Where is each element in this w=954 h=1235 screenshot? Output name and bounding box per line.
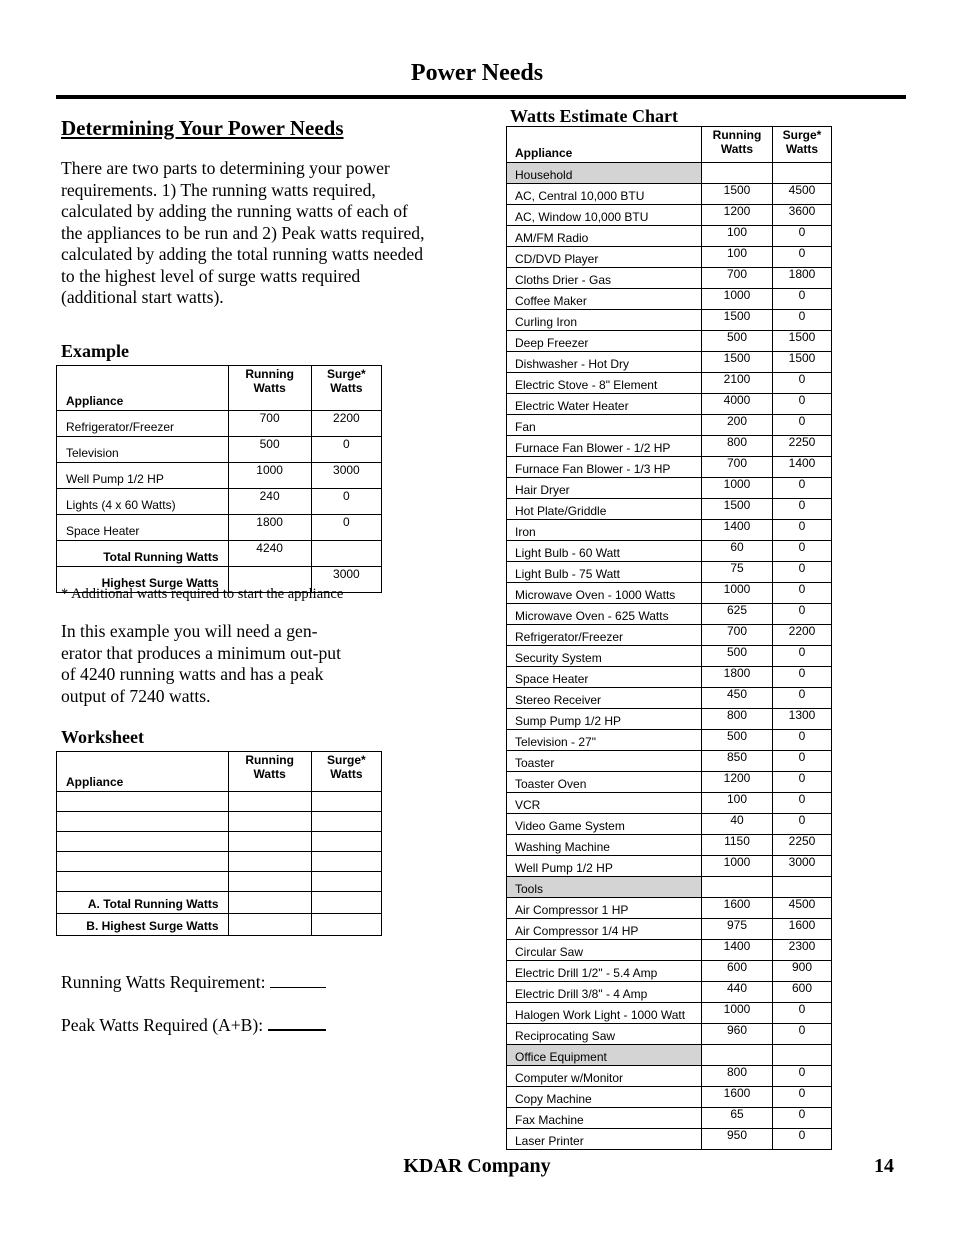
worksheet-cell[interactable] <box>311 832 381 852</box>
table-row <box>507 604 832 625</box>
table-row <box>507 709 832 730</box>
table-row <box>507 583 832 604</box>
chart-cell-running: 450 <box>702 688 773 709</box>
worksheet-cell[interactable] <box>57 872 229 892</box>
table-row <box>507 1129 832 1150</box>
table-row <box>507 205 832 226</box>
table-row <box>507 940 832 961</box>
chart-cell-appliance: Furnace Fan Blower - 1/2 HP <box>507 436 702 457</box>
chart-cell-running: 1150 <box>702 835 773 856</box>
chart-cell-surge: 3000 <box>773 856 832 877</box>
example-cell-appliance: Refrigerator/Freezer <box>57 411 229 437</box>
chart-cell-running: 440 <box>702 982 773 1003</box>
chart-cell-running: 500 <box>702 331 773 352</box>
chart-cell-appliance: Washing Machine <box>507 835 702 856</box>
chart-cell-appliance: Electric Water Heater <box>507 394 702 415</box>
chart-cell-appliance: Hot Plate/Griddle <box>507 499 702 520</box>
worksheet-cell[interactable] <box>57 832 229 852</box>
chart-cell-surge: 0 <box>773 793 832 814</box>
chart-cell-appliance: Microwave Oven - 1000 Watts <box>507 583 702 604</box>
example-col-appliance: Appliance <box>57 366 229 411</box>
chart-cell-running: 700 <box>702 457 773 478</box>
chart-cell-appliance: Electric Drill 3/8" - 4 Amp <box>507 982 702 1003</box>
chart-cell-running: 2100 <box>702 373 773 394</box>
chart-cell-running: 1000 <box>702 856 773 877</box>
chart-cell-surge: 0 <box>773 289 832 310</box>
chart-cell-surge: 4500 <box>773 184 832 205</box>
chart-cell-surge: 1600 <box>773 919 832 940</box>
worksheet-row[interactable] <box>57 872 382 892</box>
intro-paragraph: There are two parts to determining your power requirements. 1) The running watts required, calculated by adding the running watts of each of the appliances to be run and 2) Peak watts required, calculated by adding the total running watts needed to the highest level of surge watts required (additional start watts). <box>61 158 425 307</box>
worksheet-row[interactable] <box>57 852 382 872</box>
table-row <box>507 268 832 289</box>
worksheet-cell[interactable] <box>228 852 311 872</box>
table-row <box>507 373 832 394</box>
table-row <box>507 1024 832 1045</box>
chart-cell-appliance: Computer w/Monitor <box>507 1066 702 1087</box>
chart-cell-running: 1500 <box>702 499 773 520</box>
table-row <box>507 352 832 373</box>
chart-cell-running: 800 <box>702 709 773 730</box>
example-cell-running: 240 <box>228 489 311 515</box>
chart-cell-appliance: Refrigerator/Freezer <box>507 625 702 646</box>
page-title: Power Needs <box>410 60 544 86</box>
worksheet-row[interactable] <box>57 792 382 812</box>
worksheet-highest-surge-cell[interactable] <box>311 914 381 936</box>
chart-cell-appliance: Electric Drill 1/2" - 5.4 Amp <box>507 961 702 982</box>
chart-cell-appliance: Fan <box>507 415 702 436</box>
chart-cell-running: 65 <box>702 1108 773 1129</box>
table-row <box>507 982 832 1003</box>
example-cell-appliance: Well Pump 1/2 HP <box>57 463 229 489</box>
table-row <box>507 310 832 331</box>
chart-cell-running: 1500 <box>702 310 773 331</box>
table-row <box>507 436 832 457</box>
chart-cell-appliance: Copy Machine <box>507 1087 702 1108</box>
chart-cell-appliance: Fax Machine <box>507 1108 702 1129</box>
title-divider <box>56 95 906 99</box>
example-table <box>56 365 382 593</box>
table-row <box>507 1087 832 1108</box>
chart-cell-surge: 0 <box>773 310 832 331</box>
chart-cell-running: 600 <box>702 961 773 982</box>
chart-cell-appliance: Furnace Fan Blower - 1/3 HP <box>507 457 702 478</box>
category-row <box>507 1045 832 1066</box>
chart-cell-surge: 0 <box>773 1024 832 1045</box>
example-heading: Example <box>61 341 130 361</box>
chart-cell-surge: 0 <box>773 1087 832 1108</box>
chart-cell-appliance: Deep Freezer <box>507 331 702 352</box>
table-row <box>507 394 832 415</box>
example-total-running-value: 4240 <box>228 541 311 567</box>
chart-cell-surge: 0 <box>773 1066 832 1087</box>
chart-cell-running: 1400 <box>702 520 773 541</box>
chart-cell-appliance: AC, Window 10,000 BTU <box>507 205 702 226</box>
chart-cell-surge: 0 <box>773 1129 832 1150</box>
example-highest-surge-value: 3000 <box>311 567 381 593</box>
worksheet-cell[interactable] <box>57 812 229 832</box>
table-row <box>507 1003 832 1024</box>
chart-cell-appliance: Reciprocating Saw <box>507 1024 702 1045</box>
chart-cell-running: 1200 <box>702 205 773 226</box>
worksheet-row[interactable] <box>57 812 382 832</box>
chart-cell-appliance: Cloths Drier - Gas <box>507 268 702 289</box>
chart-cell-appliance: Toaster Oven <box>507 772 702 793</box>
worksheet-cell[interactable] <box>228 872 311 892</box>
chart-cell-running: 100 <box>702 247 773 268</box>
table-row <box>507 331 832 352</box>
category-label: Office Equipment <box>507 1045 702 1066</box>
worksheet-table <box>56 751 382 936</box>
chart-cell-surge: 0 <box>773 772 832 793</box>
example-cell-surge: 0 <box>311 515 381 541</box>
running-requirement-label: Running Watts Requirement: <box>61 972 266 992</box>
chart-cell-appliance: Electric Stove - 8" Element <box>507 373 702 394</box>
chart-cell-surge: 2200 <box>773 625 832 646</box>
chart-cell-running: 1800 <box>702 667 773 688</box>
chart-cell-appliance: Well Pump 1/2 HP <box>507 856 702 877</box>
footer-company: KDAR Company <box>403 1155 551 1177</box>
example-cell-appliance: Space Heater <box>57 515 229 541</box>
chart-heading: Watts Estimate Chart <box>510 106 678 126</box>
worksheet-cell[interactable] <box>311 852 381 872</box>
table-row <box>507 457 832 478</box>
chart-cell-appliance: Television - 27" <box>507 730 702 751</box>
worksheet-cell[interactable] <box>311 872 381 892</box>
chart-cell-appliance: Microwave Oven - 625 Watts <box>507 604 702 625</box>
chart-cell-appliance: Coffee Maker <box>507 289 702 310</box>
chart-cell-running: 1000 <box>702 478 773 499</box>
category-row <box>507 163 832 184</box>
table-row <box>507 961 832 982</box>
table-row <box>507 919 832 940</box>
chart-cell-running: 1400 <box>702 940 773 961</box>
chart-cell-appliance: Sump Pump 1/2 HP <box>507 709 702 730</box>
table-row <box>507 226 832 247</box>
table-row <box>507 499 832 520</box>
chart-cell-running: 40 <box>702 814 773 835</box>
category-empty-cell <box>773 163 832 184</box>
chart-cell-appliance: VCR <box>507 793 702 814</box>
chart-cell-running: 1600 <box>702 1087 773 1108</box>
example-col-running: Running Watts <box>228 366 311 411</box>
worksheet-highest-surge-label: B. Highest Surge Watts <box>57 914 229 936</box>
worksheet-col-running: Running Watts <box>228 752 311 792</box>
peak-requirement-line <box>61 1015 326 1036</box>
chart-cell-surge: 0 <box>773 373 832 394</box>
chart-cell-surge: 0 <box>773 541 832 562</box>
chart-cell-running: 960 <box>702 1024 773 1045</box>
table-row <box>507 898 832 919</box>
table-row <box>507 415 832 436</box>
chart-cell-appliance: Halogen Work Light - 1000 Watt <box>507 1003 702 1024</box>
table-row <box>507 184 832 205</box>
chart-cell-appliance: Space Heater <box>507 667 702 688</box>
chart-cell-running: 1500 <box>702 352 773 373</box>
table-row <box>57 463 382 489</box>
example-cell-surge: 2200 <box>311 411 381 437</box>
table-row <box>507 835 832 856</box>
table-row <box>507 541 832 562</box>
chart-cell-surge: 1400 <box>773 457 832 478</box>
worksheet-row[interactable] <box>57 832 382 852</box>
chart-cell-surge: 0 <box>773 583 832 604</box>
example-cell-surge: 0 <box>311 437 381 463</box>
chart-cell-running: 950 <box>702 1129 773 1150</box>
worksheet-cell[interactable] <box>57 792 229 812</box>
worksheet-total-surge-cell[interactable] <box>311 892 381 914</box>
chart-cell-surge: 0 <box>773 730 832 751</box>
example-highest-surge-label: Highest Surge Watts <box>57 567 229 593</box>
chart-cell-surge: 0 <box>773 1003 832 1024</box>
chart-cell-surge: 0 <box>773 688 832 709</box>
page-number: 14 <box>874 1155 894 1177</box>
category-empty-cell <box>773 1045 832 1066</box>
worksheet-cell[interactable] <box>228 812 311 832</box>
category-empty-cell <box>773 877 832 898</box>
worksheet-cell[interactable] <box>311 792 381 812</box>
example-cell-running: 1800 <box>228 515 311 541</box>
chart-cell-appliance: AM/FM Radio <box>507 226 702 247</box>
chart-cell-running: 1000 <box>702 289 773 310</box>
chart-cell-appliance: Circular Saw <box>507 940 702 961</box>
chart-cell-appliance: Iron <box>507 520 702 541</box>
watts-estimate-table <box>506 126 832 1150</box>
category-empty-cell <box>702 1045 773 1066</box>
chart-cell-appliance: Dishwasher - Hot Dry <box>507 352 702 373</box>
chart-cell-surge: 2250 <box>773 835 832 856</box>
table-row <box>507 793 832 814</box>
category-label: Tools <box>507 877 702 898</box>
section-heading: Determining Your Power Needs <box>61 116 344 140</box>
chart-cell-running: 1200 <box>702 772 773 793</box>
chart-cell-appliance: CD/DVD Player <box>507 247 702 268</box>
chart-cell-running: 700 <box>702 268 773 289</box>
chart-cell-appliance: Toaster <box>507 751 702 772</box>
example-cell-surge: 3000 <box>311 463 381 489</box>
chart-cell-running: 75 <box>702 562 773 583</box>
chart-cell-appliance: Curling Iron <box>507 310 702 331</box>
chart-cell-surge: 0 <box>773 667 832 688</box>
chart-cell-running: 850 <box>702 751 773 772</box>
example-total-running-label: Total Running Watts <box>57 541 229 567</box>
table-row <box>57 437 382 463</box>
table-row <box>507 751 832 772</box>
table-row <box>57 489 382 515</box>
chart-cell-appliance: Laser Printer <box>507 1129 702 1150</box>
chart-cell-running: 1600 <box>702 898 773 919</box>
worksheet-col-surge: Surge* Watts <box>311 752 381 792</box>
chart-cell-appliance: Light Bulb - 75 Watt <box>507 562 702 583</box>
chart-cell-appliance: Security System <box>507 646 702 667</box>
chart-cell-surge: 0 <box>773 478 832 499</box>
chart-cell-running: 200 <box>702 415 773 436</box>
chart-cell-surge: 1500 <box>773 352 832 373</box>
chart-cell-surge: 0 <box>773 814 832 835</box>
chart-cell-surge: 4500 <box>773 898 832 919</box>
chart-col-appliance: Appliance <box>507 127 702 163</box>
worksheet-heading: Worksheet <box>61 727 144 747</box>
example-cell-running: 700 <box>228 411 311 437</box>
chart-cell-surge: 900 <box>773 961 832 982</box>
example-cell-running: 500 <box>228 437 311 463</box>
peak-requirement-blank[interactable] <box>268 1015 326 1031</box>
chart-cell-surge: 2300 <box>773 940 832 961</box>
table-row <box>507 667 832 688</box>
chart-cell-running: 60 <box>702 541 773 562</box>
running-requirement-line <box>61 972 326 993</box>
worksheet-cell[interactable] <box>311 812 381 832</box>
chart-cell-appliance: Air Compressor 1 HP <box>507 898 702 919</box>
table-row <box>507 520 832 541</box>
chart-cell-surge: 1300 <box>773 709 832 730</box>
chart-cell-running: 500 <box>702 730 773 751</box>
table-row <box>507 562 832 583</box>
chart-cell-surge: 2250 <box>773 436 832 457</box>
table-row <box>57 515 382 541</box>
chart-cell-surge: 0 <box>773 562 832 583</box>
chart-col-running: Running Watts <box>702 127 773 163</box>
chart-cell-surge: 0 <box>773 520 832 541</box>
chart-col-surge: Surge* Watts <box>773 127 832 163</box>
chart-cell-running: 1000 <box>702 583 773 604</box>
chart-cell-running: 4000 <box>702 394 773 415</box>
table-row <box>507 772 832 793</box>
table-row <box>507 1066 832 1087</box>
chart-cell-running: 500 <box>702 646 773 667</box>
table-row <box>57 411 382 437</box>
surge-footnote: * Additional watts required to start the appliance <box>61 586 344 602</box>
chart-cell-surge: 3600 <box>773 205 832 226</box>
worksheet-cell[interactable] <box>228 832 311 852</box>
table-row <box>507 688 832 709</box>
chart-cell-appliance: Hair Dryer <box>507 478 702 499</box>
example-cell-appliance: Television <box>57 437 229 463</box>
chart-cell-running: 975 <box>702 919 773 940</box>
chart-cell-running: 700 <box>702 625 773 646</box>
worksheet-cell[interactable] <box>228 792 311 812</box>
chart-cell-running: 1500 <box>702 184 773 205</box>
chart-cell-surge: 0 <box>773 247 832 268</box>
worksheet-total-running-label: A. Total Running Watts <box>57 892 229 914</box>
chart-cell-surge: 1800 <box>773 268 832 289</box>
example-cell-surge: 0 <box>311 489 381 515</box>
category-label: Household <box>507 163 702 184</box>
chart-cell-running: 100 <box>702 226 773 247</box>
chart-cell-running: 800 <box>702 1066 773 1087</box>
example-cell-appliance: Lights (4 x 60 Watts) <box>57 489 229 515</box>
table-row <box>507 856 832 877</box>
table-row <box>507 646 832 667</box>
example-total-surge-empty <box>311 541 381 567</box>
chart-cell-running: 100 <box>702 793 773 814</box>
chart-cell-appliance: Video Game System <box>507 814 702 835</box>
peak-requirement-label: Peak Watts Required (A+B): <box>61 1015 264 1035</box>
chart-cell-appliance: Light Bulb - 60 Watt <box>507 541 702 562</box>
table-row <box>507 247 832 268</box>
worksheet-highest-running-cell[interactable] <box>228 914 311 936</box>
chart-cell-surge: 0 <box>773 499 832 520</box>
chart-cell-surge: 0 <box>773 1108 832 1129</box>
chart-cell-surge: 1500 <box>773 331 832 352</box>
example-explanation: In this example you will need a gen-erator that produces a minimum out-put of 4240 running watts and has a peak output of 7240 watts. <box>61 621 341 706</box>
example-cell-running: 1000 <box>228 463 311 489</box>
category-empty-cell <box>702 163 773 184</box>
table-row <box>507 730 832 751</box>
chart-cell-running: 800 <box>702 436 773 457</box>
chart-cell-appliance: AC, Central 10,000 BTU <box>507 184 702 205</box>
chart-cell-running: 625 <box>702 604 773 625</box>
table-row <box>507 289 832 310</box>
running-requirement-blank[interactable] <box>270 973 326 988</box>
table-row <box>507 814 832 835</box>
table-row <box>507 625 832 646</box>
category-row <box>507 877 832 898</box>
chart-cell-appliance: Stereo Receiver <box>507 688 702 709</box>
example-col-surge: Surge* Watts <box>311 366 381 411</box>
chart-cell-surge: 0 <box>773 646 832 667</box>
chart-cell-surge: 0 <box>773 394 832 415</box>
table-row <box>507 1108 832 1129</box>
table-row <box>507 478 832 499</box>
worksheet-cell[interactable] <box>57 852 229 872</box>
worksheet-total-running-cell[interactable] <box>228 892 311 914</box>
chart-cell-surge: 0 <box>773 751 832 772</box>
chart-cell-surge: 0 <box>773 604 832 625</box>
worksheet-col-appliance: Appliance <box>57 752 229 792</box>
category-empty-cell <box>702 877 773 898</box>
chart-cell-appliance: Air Compressor 1/4 HP <box>507 919 702 940</box>
chart-cell-surge: 0 <box>773 415 832 436</box>
chart-cell-surge: 600 <box>773 982 832 1003</box>
chart-cell-running: 1000 <box>702 1003 773 1024</box>
chart-cell-surge: 0 <box>773 226 832 247</box>
